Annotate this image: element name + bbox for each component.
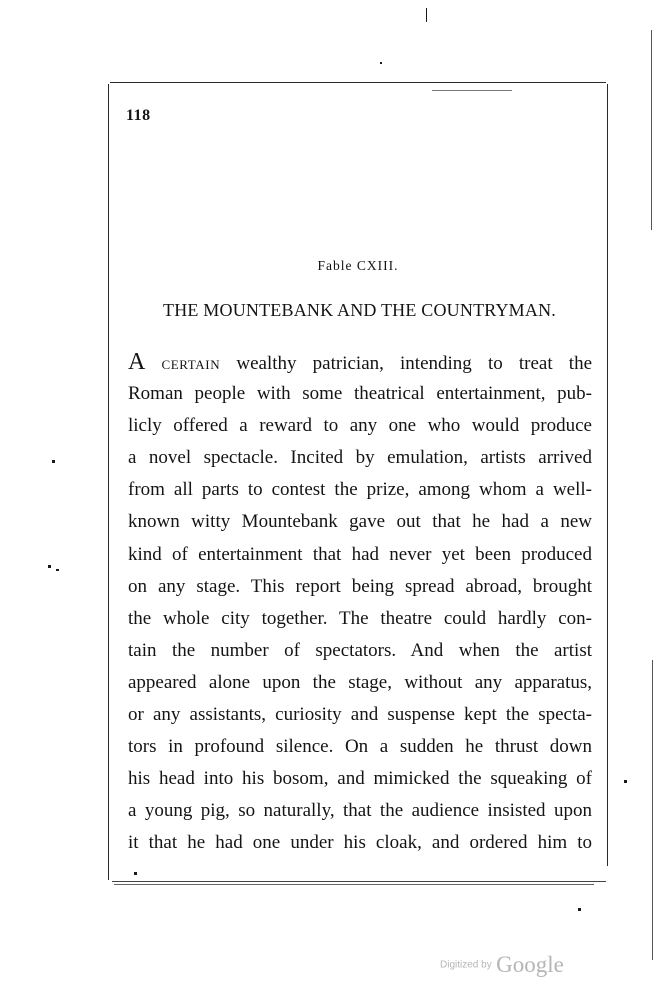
scan-mark	[380, 62, 382, 64]
page-number: 118	[126, 107, 151, 124]
right-rule	[607, 84, 608, 866]
initial-letter: A	[128, 349, 146, 375]
small-caps-word: CERTAIN	[161, 357, 221, 372]
scan-mark	[56, 569, 59, 571]
scan-mark	[624, 780, 627, 783]
text-line: tain the number of spectators. And when the artist	[128, 639, 592, 661]
scan-mark	[432, 90, 512, 91]
google-logo: Google	[496, 952, 564, 977]
text-line	[128, 346, 592, 378]
scan-mark	[578, 908, 581, 911]
watermark-prefix: Digitized by	[440, 959, 492, 971]
text-line: from all parts to contest the prize, among whom a well-	[128, 479, 592, 501]
text-line: his head into his bosom, and mimicked the squeaking of	[128, 768, 592, 790]
scan-mark	[134, 872, 137, 875]
text-line: or any assistants, curiosity and suspense kept the specta-	[128, 704, 592, 726]
text-line: on any stage. This report being spread abroad, brought	[128, 575, 592, 597]
first-line-rest: wealthy patrician, intending to treat the	[220, 353, 592, 374]
scan-mark	[426, 8, 427, 22]
text-line: tors in profound silence. On a sudden he thrust down	[128, 736, 592, 758]
google-watermark	[440, 952, 564, 978]
text-line: licly offered a reward to any one who would produce	[128, 415, 592, 437]
text-line: appeared alone upon the stage, without any apparatus,	[128, 671, 592, 693]
bottom-rule	[112, 881, 606, 882]
text-line: Roman people with some theatrical entertainment, pub-	[128, 383, 592, 405]
top-rule	[110, 82, 606, 83]
fable-number: Fable CXIII.	[317, 258, 399, 273]
fable-body	[128, 346, 592, 860]
bottom-rule-shadow	[114, 884, 594, 885]
scan-mark	[652, 660, 653, 960]
text-line: it that he had one under his cloak, and ordered him to	[128, 832, 592, 854]
scan-mark	[651, 30, 652, 230]
scan-mark	[48, 565, 51, 568]
text-line: a novel spectacle. Incited by emulation, artists arrived	[128, 447, 592, 469]
text-line: the whole city together. The theatre could hardly con-	[128, 607, 592, 629]
fable-title: THE MOUNTEBANK AND THE COUNTRYMAN.	[163, 300, 556, 320]
scan-mark	[52, 460, 55, 463]
text-line: kind of entertainment that had never yet been produced	[128, 543, 592, 565]
left-rule	[108, 84, 109, 880]
text-line: a young pig, so naturally, that the audience insisted upon	[128, 800, 592, 822]
text-line: known witty Mountebank gave out that he had a new	[128, 511, 592, 533]
